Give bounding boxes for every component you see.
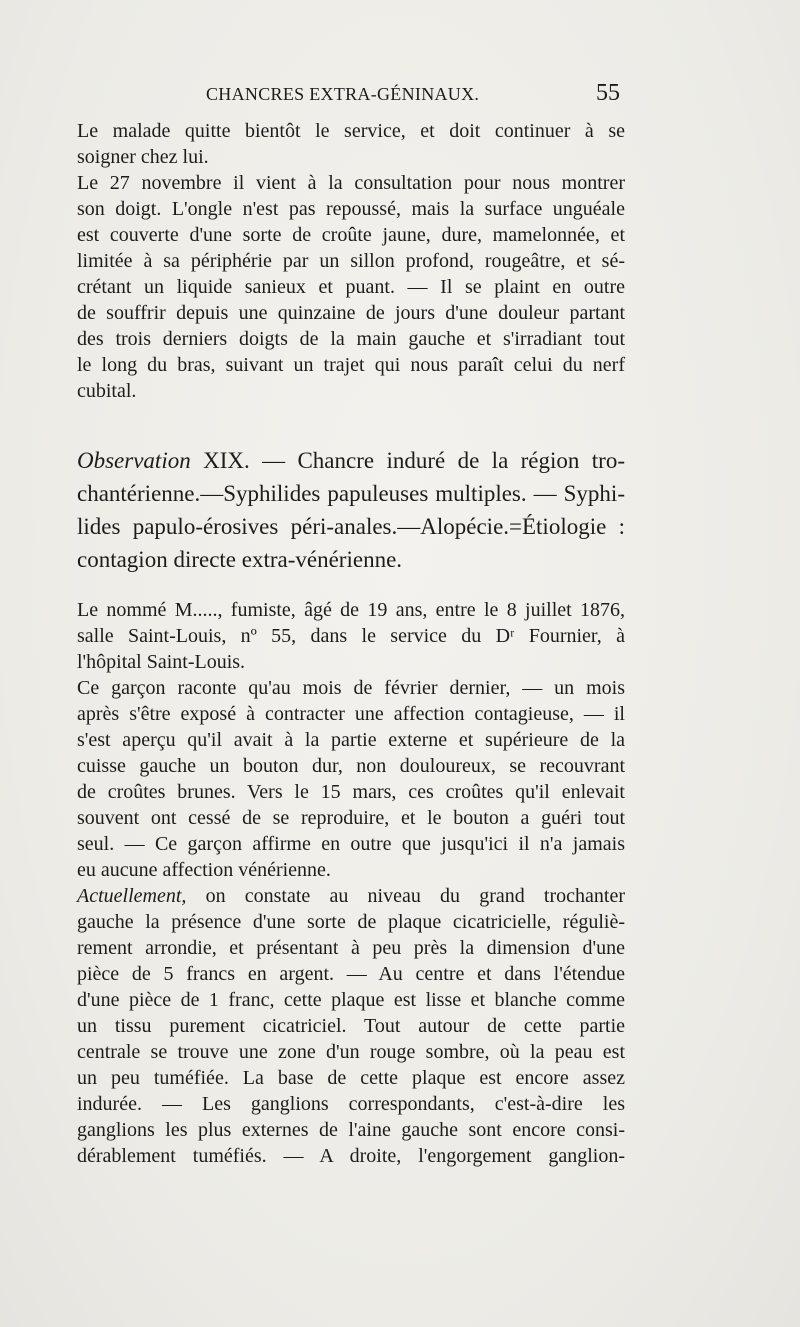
text-line: dérablement tuméfiés. — A droite, l'engorgement ganglion- (77, 1145, 625, 1167)
text-line: rement arrondie, et présentant à peu près la dimension d'une (77, 937, 625, 959)
text-line: cubital. (77, 380, 137, 402)
text-line: Le malade quitte bientôt le service, et doit continuer à se (77, 120, 625, 142)
observation-heading (77, 444, 625, 576)
heading-line: chantérienne.—Syphilides papuleuses multiples. — Syphi- (77, 481, 625, 506)
heading-line-rest: XIX. — Chancre induré de la région tro- (190, 448, 625, 473)
text-line: indurée. — Les ganglions correspondants, c'est-à-dire les (77, 1093, 625, 1115)
text-line: centrale se trouve une zone d'un rouge sombre, où la peau est (77, 1041, 625, 1063)
heading-line (77, 444, 625, 477)
text-line: crétant un liquide sanieux et puant. — Il se plaint en outre (77, 276, 625, 298)
text-line: Ce garçon raconte qu'au mois de février dernier, — un mois (77, 677, 625, 699)
text-line (77, 883, 625, 909)
text-line: gauche la présence d'une sorte de plaque cicatricielle, réguliè- (77, 911, 625, 933)
actuellement-label: Actuellement, (77, 885, 187, 907)
paragraph-block-2 (77, 597, 625, 1169)
text-line: est couverte d'une sorte de croûte jaune, dure, mamelonnée, et (77, 224, 625, 246)
text-line: de croûtes brunes. Vers le 15 mars, ces croûtes qu'il enlevait (77, 781, 625, 803)
text-line: souvent ont cessé de se reproduire, et le bouton a guéri tout (77, 807, 625, 829)
running-head (0, 80, 800, 114)
page-number: 55 (596, 80, 620, 106)
text-line: un tissu purement cicatriciel. Tout autour de cette partie (77, 1015, 625, 1037)
text-line: après s'être exposé à contracter une affection contagieuse, — il (77, 703, 625, 725)
text-line: seul. — Ce garçon affirme en outre que jusqu'ici il n'a jamais (77, 833, 625, 855)
text-line: s'est aperçu qu'il avait à la partie externe et supérieure de la (77, 729, 625, 751)
heading-line: lides papulo-érosives péri-anales.—Alopécie.=Étiologie : (77, 514, 625, 539)
text-line: son doigt. L'ongle n'est pas repoussé, mais la surface unguéale (77, 198, 625, 220)
text-line: le long du bras, suivant un trajet qui nous paraît celui du nerf (77, 354, 625, 376)
text-line: limitée à sa périphérie par un sillon profond, rougeâtre, et sé- (77, 250, 625, 272)
text-line: eu aucune affection vénérienne. (77, 859, 331, 881)
heading-line: contagion directe extra-vénérienne. (77, 547, 403, 572)
text-line: pièce de 5 francs en argent. — Au centre et dans l'étendue (77, 963, 625, 985)
text-line: un peu tuméfiée. La base de cette plaque est encore assez (77, 1067, 625, 1089)
text-line: l'hôpital Saint-Louis. (77, 651, 246, 673)
text-line: Le nommé M....., fumiste, âgé de 19 ans, entre le 8 juillet 1876, (77, 599, 625, 621)
text-line: Le 27 novembre il vient à la consultation pour nous montrer (77, 172, 625, 194)
text-line: soigner chez lui. (77, 146, 209, 168)
text-line: ganglions les plus externes de l'aine gauche sont encore consi- (77, 1119, 625, 1141)
text-line: d'une pièce de 1 franc, cette plaque est lisse et blanche comme (77, 989, 625, 1011)
text-line: des trois derniers doigts de la main gauche et s'irradiant tout (77, 328, 625, 350)
text-line: cuisse gauche un bouton dur, non douloureux, se recouvrant (77, 755, 625, 777)
paragraph-block-1 (77, 118, 625, 404)
text-line: salle Saint-Louis, nº 55, dans le service du Dʳ Fournier, à (77, 625, 625, 647)
observation-label: Observation (77, 448, 191, 473)
running-title: CHANCRES EXTRA-GÉNINAUX. (206, 84, 480, 104)
text-line: de souffrir depuis une quinzaine de jours d'une douleur partant (77, 302, 625, 324)
text-line-rest: on constate au niveau du grand trochanter (186, 885, 625, 907)
